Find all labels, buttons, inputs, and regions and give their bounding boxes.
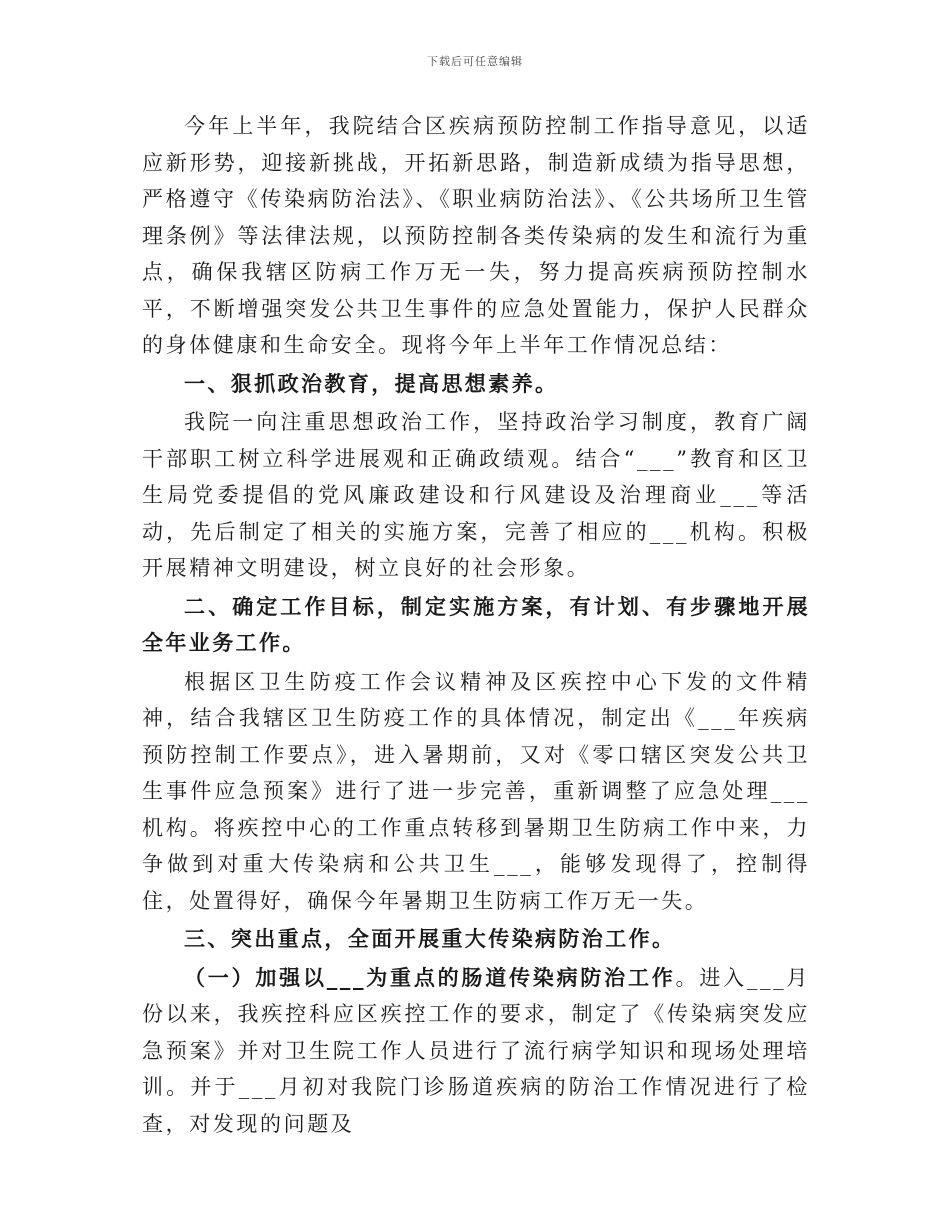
- section-2-paragraph: 根据区卫生防疫工作会议精神及区疾控中心下发的文件精神，结合我辖区卫生防疫工作的具体情况，制定出《___年疾病预防控制工作要点》，进入暑期前，又对《零口辖区突发公共卫生事件应急预案》进行了进一步完善，重新调整了应急处理___机构。将疾控中心的工作重点转移到暑期卫生防病工作中来，力争做到对重大传染病和公共卫生___，能够发现得了，控制得住，处置得好，确保今年暑期卫生防病工作万无一失。: [142, 669, 810, 913]
- document-body: [142, 108, 810, 1142]
- section-1-paragraph: 我院一向注重思想政治工作，坚持政治学习制度，教育广阔干部职工树立科学进展观和正确政绩观。结合“___”教育和区卫生局党委提倡的党风廉政建设和行风建设及治理商业___等活动，先后制定了相关的实施方案，完善了相应的___机构。积极开展精神文明建设，树立良好的社会形象。: [142, 410, 810, 580]
- subsection-text: 。进入___月份以来，我疾控科应区疾控工作的要求，制定了《传染病突发应急预案》并对卫生院工作人员进行了流行病学知识和现场处理培训。并于___月初对我院门诊肠道疾病的防治工作情况进行了检查，对发现的问题及: [142, 965, 810, 1136]
- section-3-subsection-paragraph: [142, 960, 810, 1143]
- section-heading-3: 三、突出重点，全面开展重大传染病防治工作。: [184, 927, 676, 951]
- intro-paragraph: 今年上半年，我院结合区疾病预防控制工作指导意见，以适应新形势，迎接新挑战，开拓新思路，制造新成绩为指导思想，严格遵守《传染病防治法》、《职业病防治法》、《公共场所卫生管理条例》等法律法规，以预防控制各类传染病的发生和流行为重点，确保我辖区防病工作万无一失，努力提高疾病预防控制水平，不断增强突发公共卫生事件的应急处置能力，保护人民群众的身体健康和生命安全。现将今年上半年工作情况总结：: [142, 114, 810, 357]
- section-heading-1: 一、狠抓政治教育，提高思想素养。: [184, 371, 559, 396]
- page-header: 下载后可任意编辑: [427, 55, 523, 68]
- subsection-lead: （一）加强以___为重点的肠道传染病防治工作: [184, 965, 676, 990]
- section-heading-2: 二、确定工作目标，制定实施方案，有计划、有步骤地开展全年业务工作。: [142, 594, 810, 655]
